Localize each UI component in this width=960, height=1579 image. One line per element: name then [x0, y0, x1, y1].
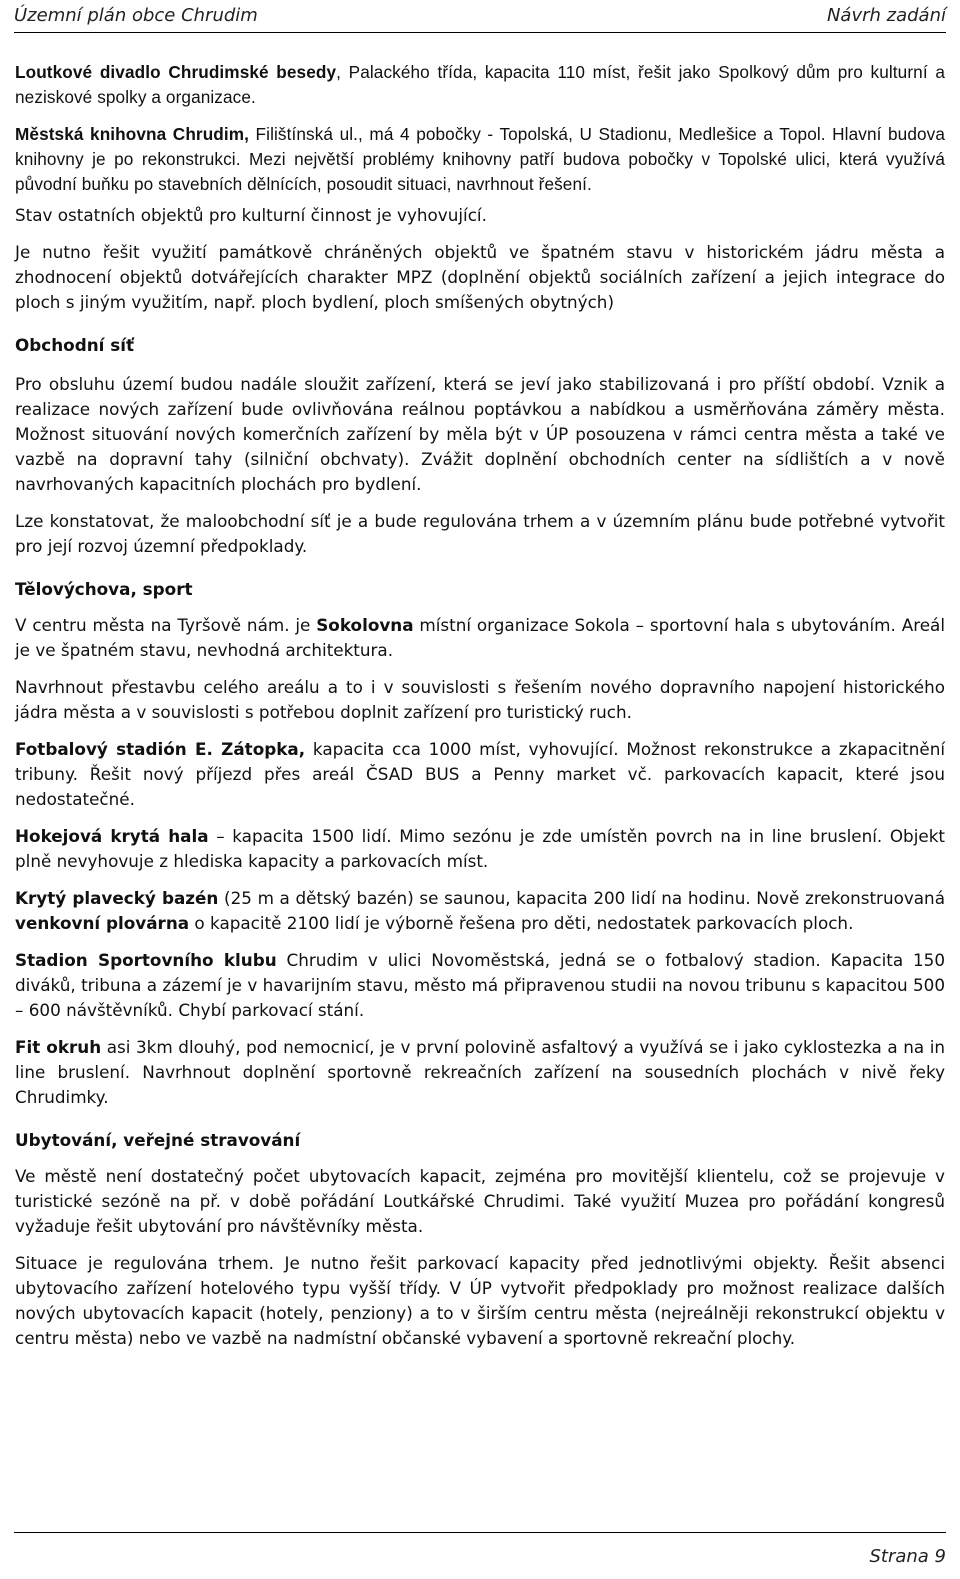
term-hokejova-hala: Hokejová krytá hala — [15, 826, 209, 846]
paragraph-obchod-2: Lze konstatovat, že maloobchodní síť je a bude regulována trhem a v územním plánu bude potřebné vytvořit pro její rozvoj územní předpoklady. — [15, 511, 945, 556]
paragraph-fotbalovy-stadion: Fotbalový stadión E. Zátopka, kapacita cca 1000 míst, vyhovující. Možnost rekonstrukce a zkapacitnění tribuny. Řešit nový příjezd přes areál ČSAD BUS a Penny market vč. parkovacích kapacit, které jsou nedostatečné. — [15, 739, 945, 809]
term-loutkove-divadlo: Loutkové divadlo Chrudimské besedy — [15, 62, 337, 82]
term-venkovni-plovarna: venkovní plovárna — [15, 913, 190, 933]
term-plavecky-bazen: Krytý plavecký bazén — [15, 888, 219, 908]
paragraph-loutkove-divadlo: Loutkové divadlo Chrudimské besedy, Palackého třída, kapacita 110 míst, řešit jako Spolkový dům pro kulturní a neziskové spolky a organizace. — [15, 62, 945, 107]
paragraph-plavecky-bazen: Krytý plavecký bazén (25 m a dětský bazén) se saunou, kapacita 200 lidí na hodinu. Nově zrekonstruovaná venkovní plovárna o kapacitě 2100 lidí je výborně řešena pro děti, nedostatek parkovacích ploch. — [15, 888, 945, 933]
paragraph-stadion-sk: Stadion Sportovního klubu Chrudim v ulici Novoměstská, jedná se o fotbalový stadion. Kapacita 150 diváků, tribuna a zázemí je v havarijním stavu, město má připravenou studii na novou tribunu s kapacitou 500 – 600 návštěvníků. Chybí parkovací stání. — [15, 950, 945, 1020]
paragraph-sokolovna: V centru města na Tyršově nám. je Sokolovna místní organizace Sokola – sportovní hala s ubytováním. Areál je ve špatném stavu, nevhodná architektura. — [15, 615, 945, 660]
term-mestska-knihovna: Městská knihovna Chrudim, — [15, 124, 250, 144]
document-title: Územní plán obce Chrudim — [14, 5, 258, 26]
paragraph-knihovna: Městská knihovna Chrudim, Filištínská ul., má 4 pobočky - Topolská, U Stadionu, Medlešice a Topol. Hlavní budova knihovny je po rekonstrukci. Mezi největší problémy knihovny patří budova pobočky v Topolské ulici, která využívá původní buňku po stavebních dělnících, posoudit situaci, navrhnout řešení. — [15, 124, 945, 194]
paragraph-ubytovani-2: Situace je regulována trhem. Je nutno řešit parkovací kapacity před jednotlivými objekty. Řešit absenci ubytovacího zařízení hotelového typu vyšší třídy. V ÚP vytvořit předpoklady pro možnost realizace dalších nových ubytovacích kapacit (hotely, penziony) a to v širším centru města (nejreálněji rekonstrukcí objektu v centru města) nebo ve vazbě na nadmístní občanské vybavení a sportovně rekreační plochy. — [15, 1253, 945, 1348]
paragraph-stav-objektu: Stav ostatních objektů pro kulturní činnost je vyhovující. — [15, 205, 487, 225]
paragraph-pamatky: Je nutno řešit využití památkově chráněných objektů ve špatném stavu v historickém jádru města a zhodnocení objektů dotvářejících charakter MPZ (doplnění objektů sociálních zařízení a jejich integrace do ploch s jiným využitím, např. ploch bydlení, ploch smíšených obytných) — [15, 242, 945, 312]
page-footer — [14, 1532, 946, 1569]
paragraph-ubytovani-1: Ve městě není dostatečný počet ubytovacích kapacit, zejména pro movitější klientelu, což se projevuje v turistické sezóně na př. v době pořádání Loutkářské Chrudimi. Také využití Muzea pro pořádání kongresů vyžaduje řešit ubytování pro návštěvníky města. — [15, 1166, 945, 1236]
paragraph-fit-okruh: Fit okruh asi 3km dlouhý, pod nemocnicí, je v první polovině asfaltový a využívá se i jako cyklostezka a na in line bruslení. Navrhnout doplnění sportovně rekreačních zařízení na sousedních plochách v nivě řeky Chrudimky. — [15, 1037, 945, 1107]
paragraph-hokejova-hala: Hokejová krytá hala – kapacita 1500 lidí. Mimo sezónu je zde umístěn povrch na in line bruslení. Objekt plně nevyhovuje z hlediska kapacity a parkovacích míst. — [15, 826, 945, 871]
page-number: Strana 9 — [869, 1546, 946, 1567]
document-subtitle: Návrh zadání — [826, 5, 946, 26]
document-body — [15, 60, 945, 1363]
heading-ubytovani: Ubytování, veřejné stravování — [15, 1130, 301, 1150]
term-stadion-sk: Stadion Sportovního klubu — [15, 950, 277, 970]
paragraph-obchod-1: Pro obsluhu území budou nadále sloužit zařízení, která se jeví jako stabilizovaná i pro příští období. Vznik a realizace nových zařízení bude ovlivňována reálnou poptávkou a nabídkou a usměrňována záměry města. Možnost situování nových komerčních zařízení by měla být v ÚP posouzena v rámci centra města a také ve vazbě na dopravní tahy (silniční obchvaty). Zvážit doplnění obchodních center na sídlištích a v nově navrhovaných kapacitních plochách pro bydlení. — [15, 374, 945, 494]
heading-telovychova-sport: Tělovýchova, sport — [15, 579, 193, 599]
term-fit-okruh: Fit okruh — [15, 1037, 102, 1057]
term-sokolovna: Sokolovna — [316, 615, 414, 635]
term-fotbalovy-stadion: Fotbalový stadión E. Zátopka, — [15, 739, 306, 759]
paragraph-prestavba: Navrhnout přestavbu celého areálu a to i v souvislosti s řešením nového dopravního napojení historického jádra města a v souvislosti s potřebou doplnit zařízení pro turistický ruch. — [15, 677, 945, 722]
heading-obchodni-sit: Obchodní síť — [15, 335, 135, 355]
page-header — [14, 2, 946, 33]
